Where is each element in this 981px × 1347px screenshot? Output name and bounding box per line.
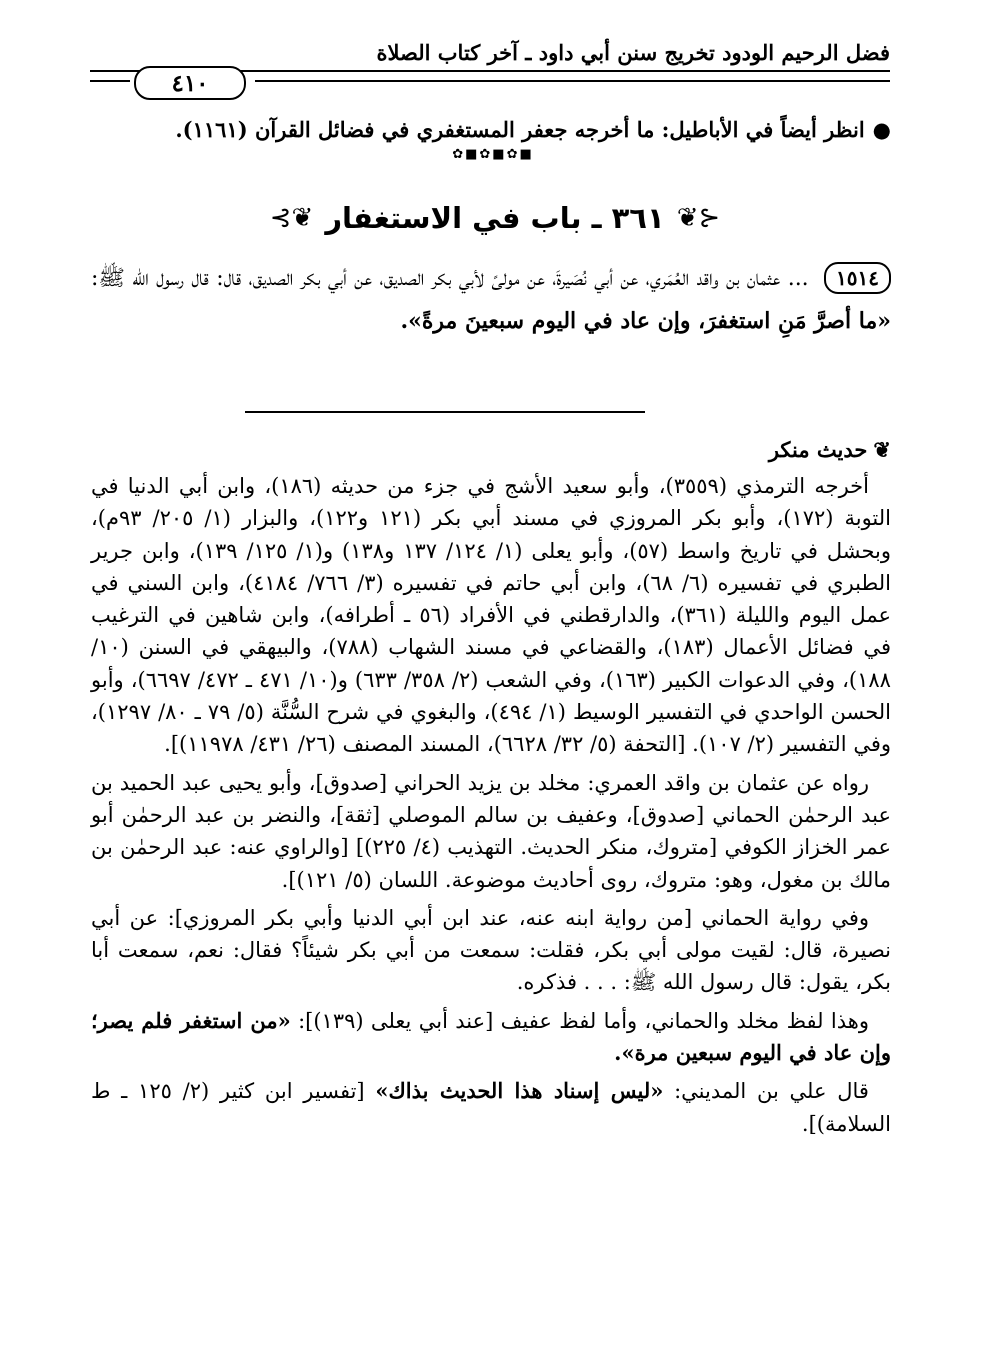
chapter-title: ٣٦١ ـ باب في الاستغفار [325,201,665,235]
paragraph-himmani-narration: وفي رواية الحماني [من رواية ابنه عنه، عند ابن أبي الدنيا وأبي بكر المروزي]: عن أبي نصيرة، قال: لقيت مولى أبي بكر، فقلت: سمعت من أبي بكر شيئاً؟ فقال: نعم، سمعت أبا بكر، يقول: قال رسول الله ﷺ: . . . فذكره. [91,905,891,995]
section-divider [245,411,645,413]
hadith-matn: «ما أصرَّ مَنِ استغفرَ، وإن عاد في اليوم سبعينَ مرةً». [400,308,891,334]
header-rule [90,80,130,82]
bullet-icon: ● [872,117,891,142]
wording-text: وهذا لفظ مخلد والحماني، وأما لفظ عفيف [عند أبي يعلى (١٣٩)]: [290,1008,870,1033]
leaf-icon: ❦ [873,437,891,462]
paragraph-wording [91,1005,891,1070]
ornament-separator-icon: ✿■✿■✿■ [452,147,534,162]
note-text: انظر أيضاً في الأباطيل: ما أخرجه جعفر المستغفري في فضائل القرآن (١١٦١). [175,117,865,142]
hadith-number: ١٥١٤ [824,262,891,294]
running-title: فضل الرحيم الودود تخريج سنن أبي داود ـ آخر كتاب الصلاة [376,40,890,65]
ornament-right-icon: ⊰❦ [676,203,721,233]
page-header [90,22,890,102]
wording-quote: «من استغفر فلم يصر؛ وإن عاد في اليوم سبعين مرة». [91,1007,891,1066]
paragraph-narrators: رواه عن عثمان بن واقد العمري: مخلد بن يزيد الحراني [صدوق]، وأبو يحيى عبد الحميد بن عبد الرحمٰن الحماني [صدوق]، وعفيف بن سالم الموصلي [ثقة]، والنضر بن عبد الرحمٰن أبو عمر الخزاز الكوفي [متروك، منكر الحديث. التهذيب (٤/ ٢٢٥)] [والراوي عنه: عبد الرحمٰن بن مالك بن مغول، وهو: متروك، روى أحاديث موضوعة. اللسان (٥/ ١٢١)]. [91,770,891,892]
ornament-left-icon: ❦⊱ [269,203,314,233]
paragraph-ibn-madini [91,1075,891,1140]
hadith-text [91,258,891,343]
cross-reference-note [91,117,891,142]
commentary [91,470,891,1146]
chapter-heading [225,188,765,248]
madini-intro: قال علي بن المديني: [663,1079,869,1104]
paragraph-takhrij: أخرجه الترمذي (٣٥٥٩)، وأبو سعيد الأشج في جزء من حديثه (١٨٦)، وابن أبي الدنيا في التوبة (١٧٢)، وأبو بكر المروزي في مسند أبي بكر (١٢١ و١٢٢)، والبزار (١/ ٢٠٥/ ٩٣م)، وبحشل في تاريخ واسط (٥٧)، وأبو يعلى (١/ ١٢٤/ ١٣٧ و١٣٨) و(١/ ١٢٥/ ١٣٩)، وابن جرير الطبري في تفسيره (٦/ ٦٨)، وابن أبي حاتم في تفسيره (٣/ ٧٦٦/ ٤١٨٤)، وابن السني في عمل اليوم والليلة (٣٦١)، والدارقطني في الأفراد (٥٦ ـ أطرافه)، وابن شاهين في الترغيب في فضائل الأعمال (١٨٣)، والقضاعي في مسند الشهاب (٧٨٨)، والبيهقي في السنن (١٠/ ١٨٨)، وفي الدعوات الكبير (١٦٣)، وفي الشعب (٢/ ٣٥٨/ ٦٣٣) و(١٠/ ٤٧١ ـ ٤٧٢/ ٦٦٩٧)، وأبو الحسن الواحدي في التفسير الوسيط (١/ ٤٩٤)، والبغوي في شرح السُّنَّة (٥/ ٧٩ ـ ٨٠/ ١٢٩٧)، وفي التفسير (٢/ ١٠٧). [التحفة (٥/ ٣٢/ ٦٦٢٨)، المسند المصنف (٢٦/ ٤٣١/ ١١٩٧٨)]. [91,474,891,757]
madini-quote: «ليس إسناد هذا الحديث بذاك» [375,1078,664,1104]
grade-label: حديث منكر [768,437,868,462]
header-rule [255,80,890,82]
hadith-grade [91,437,891,462]
page-number: ٤١٠ [134,66,246,100]
madini-source: [تفسير ابن كثير (٢/ ١٢٥ ـ ط السلامة)]. [91,1079,891,1136]
hadith-chain: ... عثمان بن واقد العُمَري، عن أبي نُصَيرةَ، عن مولىً لأبي بكر الصديق، عن أبي بكر الصديق، قال: قال رسول الله ﷺ: [91,266,817,291]
